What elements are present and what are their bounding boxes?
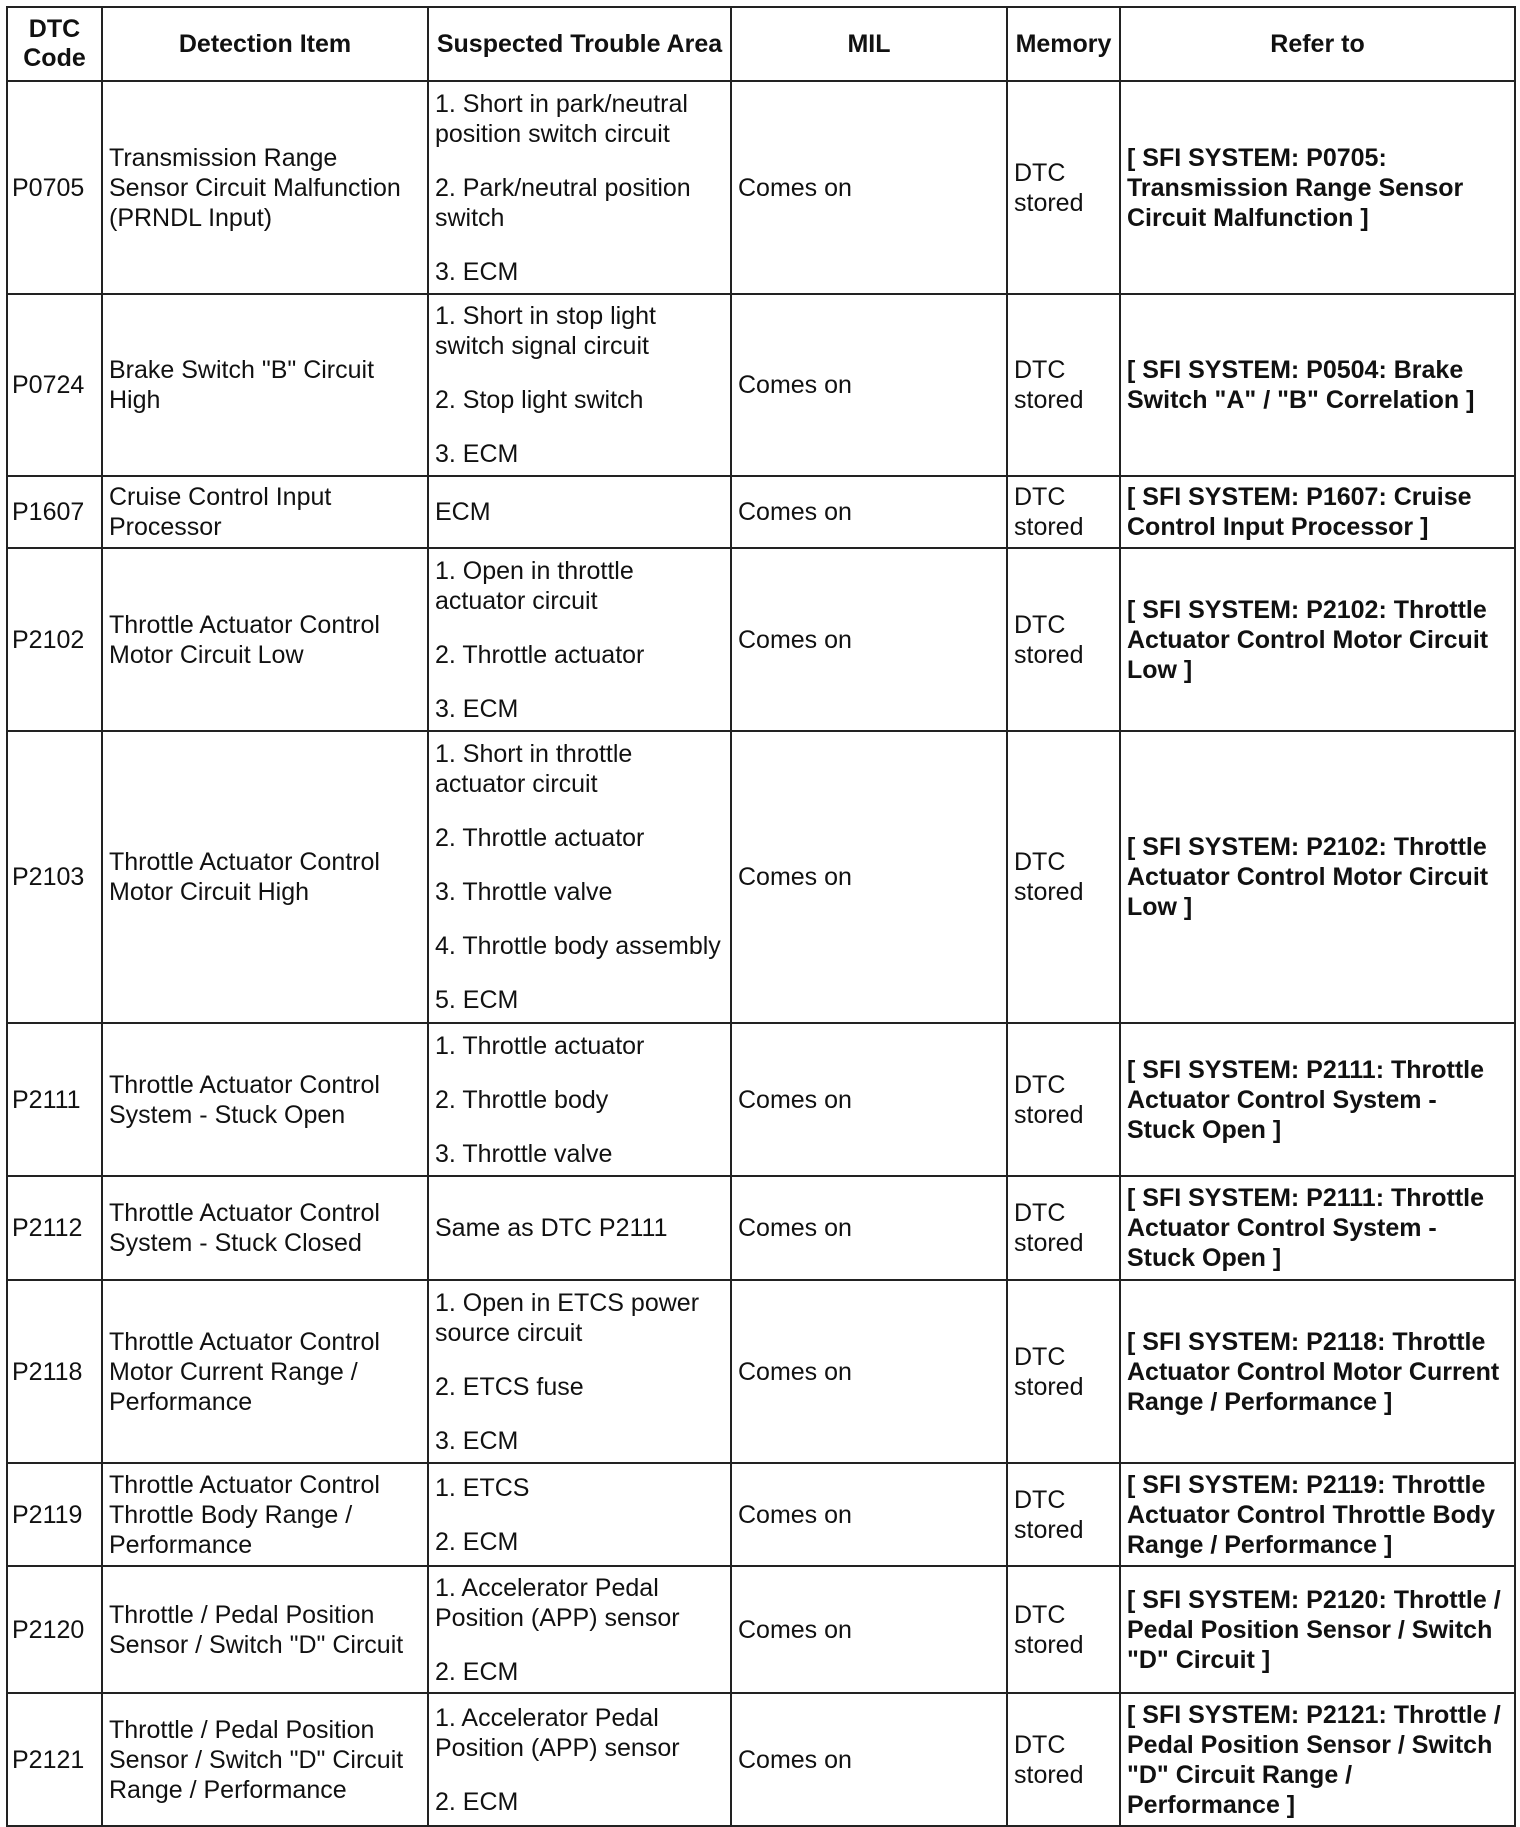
cell-refer-to: [ SFI SYSTEM: P2118: Throttle Actuator Control Motor Current Range / Performance ] bbox=[1120, 1280, 1515, 1463]
cell-memory: DTC stored bbox=[1007, 294, 1120, 476]
trouble-area-item: Same as DTC P2111 bbox=[435, 1214, 668, 1242]
trouble-area-item: 2. Park/neutral position switch bbox=[435, 173, 691, 232]
trouble-area-item: 2. Throttle actuator bbox=[435, 824, 645, 852]
cell-memory: DTC stored bbox=[1007, 1463, 1120, 1566]
cell-mil: Comes on bbox=[731, 81, 1007, 294]
cell-refer-to: [ SFI SYSTEM: P0504: Brake Switch "A" / "B" Correlation ] bbox=[1120, 294, 1515, 476]
cell-detection-item: Throttle Actuator Control Motor Circuit High bbox=[102, 731, 428, 1023]
trouble-area-item: 3. ECM bbox=[435, 694, 519, 723]
cell-refer-to: [ SFI SYSTEM: P2119: Throttle Actuator Control Throttle Body Range / Performance ] bbox=[1120, 1463, 1515, 1566]
cell-mil: Comes on bbox=[731, 731, 1007, 1023]
table-row bbox=[7, 548, 1515, 731]
trouble-area-item: 1. Short in stop light switch signal circuit bbox=[435, 302, 656, 360]
cell-suspected-trouble-area bbox=[428, 548, 731, 731]
trouble-area-item: 1. Accelerator Pedal Position (APP) sensor bbox=[435, 1573, 680, 1632]
cell-refer-to: [ SFI SYSTEM: P1607: Cruise Control Input Processor ] bbox=[1120, 476, 1515, 548]
header-memory: Memory bbox=[1007, 7, 1120, 81]
cell-mil: Comes on bbox=[731, 548, 1007, 731]
cell-refer-to: [ SFI SYSTEM: P2121: Throttle / Pedal Position Sensor / Switch "D" Circuit Range / Performance ] bbox=[1120, 1693, 1515, 1826]
cell-memory: DTC stored bbox=[1007, 1566, 1120, 1693]
cell-suspected-trouble-area bbox=[428, 1566, 731, 1693]
table-row bbox=[7, 1023, 1515, 1176]
header-mil: MIL bbox=[731, 7, 1007, 81]
header-detection-item: Detection Item bbox=[102, 7, 428, 81]
table-row bbox=[7, 1176, 1515, 1280]
cell-suspected-trouble-area bbox=[428, 476, 731, 548]
cell-memory: DTC stored bbox=[1007, 731, 1120, 1023]
cell-detection-item: Throttle Actuator Control Motor Current Range / Performance bbox=[102, 1280, 428, 1463]
cell-detection-item: Brake Switch "B" Circuit High bbox=[102, 294, 428, 476]
cell-mil: Comes on bbox=[731, 1280, 1007, 1463]
trouble-area-item: 1. ETCS bbox=[435, 1473, 530, 1502]
table-row bbox=[7, 731, 1515, 1023]
header-suspected-trouble-area: Suspected Trouble Area bbox=[428, 7, 731, 81]
cell-suspected-trouble-area bbox=[428, 1280, 731, 1463]
cell-mil: Comes on bbox=[731, 1566, 1007, 1693]
cell-suspected-trouble-area bbox=[428, 81, 731, 294]
cell-memory: DTC stored bbox=[1007, 476, 1120, 548]
trouble-area-item: 4. Throttle body assembly bbox=[435, 932, 721, 960]
cell-mil: Comes on bbox=[731, 1176, 1007, 1280]
cell-detection-item: Throttle Actuator Control Motor Circuit Low bbox=[102, 548, 428, 731]
trouble-area-item: 2. ETCS fuse bbox=[435, 1372, 584, 1401]
table-row bbox=[7, 1280, 1515, 1463]
cell-dtc-code: P2121 bbox=[7, 1693, 102, 1826]
cell-detection-item: Throttle / Pedal Position Sensor / Switch "D" Circuit Range / Performance bbox=[102, 1693, 428, 1826]
trouble-area-item: 1. Short in throttle actuator circuit bbox=[435, 740, 633, 798]
dtc-table bbox=[6, 6, 1516, 1827]
cell-dtc-code: P0724 bbox=[7, 294, 102, 476]
table-row bbox=[7, 1566, 1515, 1693]
trouble-area-item: 2. Throttle actuator bbox=[435, 640, 645, 669]
cell-suspected-trouble-area bbox=[428, 294, 731, 476]
cell-suspected-trouble-area bbox=[428, 1463, 731, 1566]
table-row bbox=[7, 476, 1515, 548]
cell-dtc-code: P2118 bbox=[7, 1280, 102, 1463]
cell-refer-to: [ SFI SYSTEM: P2111: Throttle Actuator Control System - Stuck Open ] bbox=[1120, 1023, 1515, 1176]
trouble-area-item: 2. ECM bbox=[435, 1787, 519, 1816]
trouble-area-item: 2. Stop light switch bbox=[435, 386, 644, 414]
trouble-area-item: 2. ECM bbox=[435, 1527, 519, 1556]
cell-memory: DTC stored bbox=[1007, 548, 1120, 731]
table-header-row bbox=[7, 7, 1515, 81]
cell-detection-item: Throttle / Pedal Position Sensor / Switch "D" Circuit bbox=[102, 1566, 428, 1693]
cell-mil: Comes on bbox=[731, 476, 1007, 548]
table-row bbox=[7, 1463, 1515, 1566]
trouble-area-item: 3. Throttle valve bbox=[435, 878, 613, 906]
trouble-area-item: 5. ECM bbox=[435, 986, 519, 1014]
cell-refer-to: [ SFI SYSTEM: P2111: Throttle Actuator Control System - Stuck Open ] bbox=[1120, 1176, 1515, 1280]
cell-dtc-code: P2103 bbox=[7, 731, 102, 1023]
trouble-area-item: 1. Open in throttle actuator circuit bbox=[435, 556, 634, 615]
cell-dtc-code: P2120 bbox=[7, 1566, 102, 1693]
cell-memory: DTC stored bbox=[1007, 1023, 1120, 1176]
trouble-area-item: 3. ECM bbox=[435, 440, 519, 468]
cell-memory: DTC stored bbox=[1007, 81, 1120, 294]
cell-mil: Comes on bbox=[731, 294, 1007, 476]
trouble-area-item: 2. Throttle body bbox=[435, 1085, 609, 1114]
cell-suspected-trouble-area bbox=[428, 731, 731, 1023]
trouble-area-item: 1. Accelerator Pedal Position (APP) sensor bbox=[435, 1703, 680, 1762]
cell-suspected-trouble-area bbox=[428, 1023, 731, 1176]
cell-dtc-code: P2119 bbox=[7, 1463, 102, 1566]
cell-refer-to: [ SFI SYSTEM: P2102: Throttle Actuator Control Motor Circuit Low ] bbox=[1120, 548, 1515, 731]
trouble-area-item: 1. Short in park/neutral position switch circuit bbox=[435, 89, 688, 148]
cell-refer-to: [ SFI SYSTEM: P0705: Transmission Range Sensor Circuit Malfunction ] bbox=[1120, 81, 1515, 294]
table-row bbox=[7, 81, 1515, 294]
cell-detection-item: Throttle Actuator Control System - Stuck Closed bbox=[102, 1176, 428, 1280]
cell-dtc-code: P2112 bbox=[7, 1176, 102, 1280]
trouble-area-item: ECM bbox=[435, 498, 491, 526]
header-refer-to: Refer to bbox=[1120, 7, 1515, 81]
cell-detection-item: Throttle Actuator Control System - Stuck Open bbox=[102, 1023, 428, 1176]
cell-memory: DTC stored bbox=[1007, 1693, 1120, 1826]
cell-memory: DTC stored bbox=[1007, 1280, 1120, 1463]
trouble-area-item: 2. ECM bbox=[435, 1657, 519, 1686]
cell-refer-to: [ SFI SYSTEM: P2102: Throttle Actuator Control Motor Circuit Low ] bbox=[1120, 731, 1515, 1023]
cell-detection-item: Cruise Control Input Processor bbox=[102, 476, 428, 548]
cell-detection-item: Transmission Range Sensor Circuit Malfunction (PRNDL Input) bbox=[102, 81, 428, 294]
table-row bbox=[7, 1693, 1515, 1826]
trouble-area-item: 1. Open in ETCS power source circuit bbox=[435, 1288, 700, 1347]
trouble-area-item: 3. Throttle valve bbox=[435, 1139, 613, 1168]
cell-suspected-trouble-area bbox=[428, 1693, 731, 1826]
trouble-area-item: 1. Throttle actuator bbox=[435, 1031, 645, 1060]
cell-mil: Comes on bbox=[731, 1023, 1007, 1176]
cell-mil: Comes on bbox=[731, 1463, 1007, 1566]
cell-dtc-code: P2102 bbox=[7, 548, 102, 731]
cell-memory: DTC stored bbox=[1007, 1176, 1120, 1280]
cell-mil: Comes on bbox=[731, 1693, 1007, 1826]
table-row bbox=[7, 294, 1515, 476]
cell-dtc-code: P2111 bbox=[7, 1023, 102, 1176]
cell-dtc-code: P0705 bbox=[7, 81, 102, 294]
cell-refer-to: [ SFI SYSTEM: P2120: Throttle / Pedal Position Sensor / Switch "D" Circuit ] bbox=[1120, 1566, 1515, 1693]
cell-suspected-trouble-area bbox=[428, 1176, 731, 1280]
table-body bbox=[7, 81, 1515, 1826]
trouble-area-item: 3. ECM bbox=[435, 1426, 519, 1455]
cell-detection-item: Throttle Actuator Control Throttle Body Range / Performance bbox=[102, 1463, 428, 1566]
cell-dtc-code: P1607 bbox=[7, 476, 102, 548]
header-dtc-code: DTC Code bbox=[7, 7, 102, 81]
trouble-area-item: 3. ECM bbox=[435, 257, 519, 286]
